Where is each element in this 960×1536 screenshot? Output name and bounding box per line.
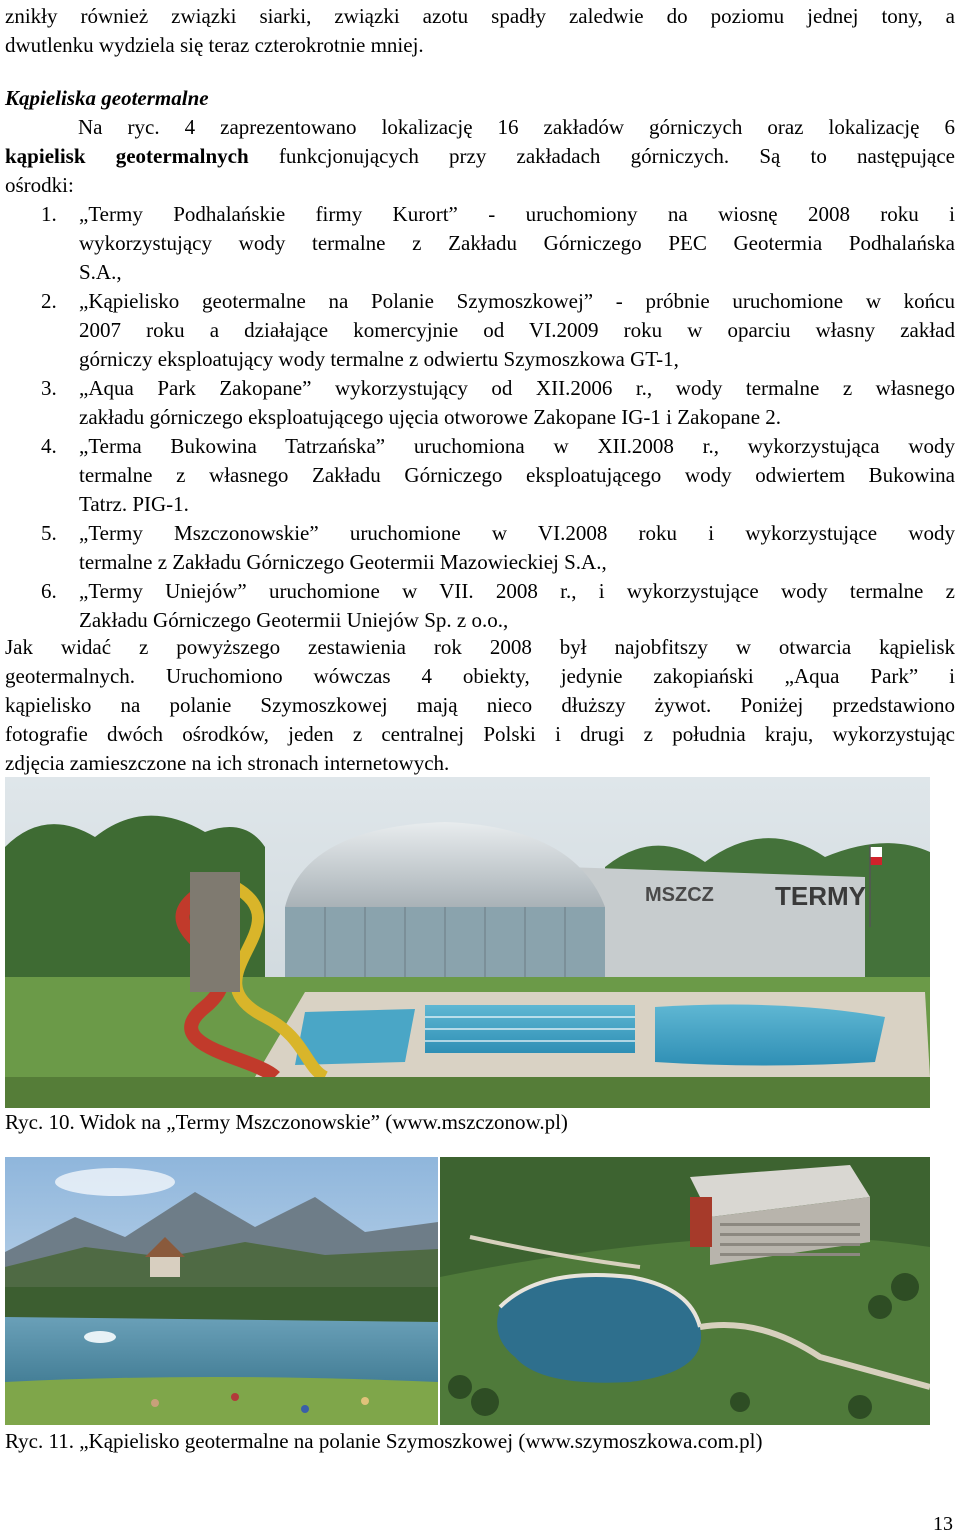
- list-number: 2.: [41, 289, 57, 313]
- bold-term: kąpielisk geotermalnych: [5, 144, 249, 168]
- list-line: 2007 roku a działające komercyjnie od VI.2009 roku w oparciu własny zakład: [79, 318, 955, 342]
- list-line: „Termy Podhalańskie firmy Kurort” - uruchomiony na wiosnę 2008 roku i: [79, 202, 955, 226]
- list-line: termalne z własnego Zakładu Górniczego eksploatującego wody odwiertem Bukowina: [79, 463, 955, 487]
- paragraph-line: dwutlenku wydziela się teraz czterokrotnie mniej.: [5, 33, 424, 57]
- list-line: „Termy Mszczonowskie” uruchomione w VI.2008 roku i wykorzystujące wody: [79, 521, 955, 545]
- summary-line: kąpielisko na polanie Szymoszkowej mają nieco dłuższy żywot. Poniżej przedstawiono: [5, 693, 955, 717]
- page-number: 13: [933, 1513, 953, 1535]
- list-number: 4.: [41, 434, 57, 458]
- intro-text: funkcjonujących przy zakładach górniczych. Są to następujące: [248, 144, 955, 168]
- intro-line: [5, 142, 955, 171]
- building-sign-mszcz: MSZCZ: [645, 884, 714, 906]
- list-item: [5, 432, 955, 519]
- facility-list: [5, 200, 955, 635]
- summary-line: zdjęcia zamieszczone na ich stronach internetowych.: [5, 751, 450, 775]
- list-line: „Terma Bukowina Tatrzańska” uruchomiona w XII.2008 r., wykorzystująca wody: [79, 434, 955, 458]
- intro-line: ośrodki:: [5, 173, 74, 197]
- intro-line: [78, 113, 955, 142]
- list-item: [5, 287, 955, 374]
- building-sign-termy: TERMY: [775, 881, 866, 911]
- paragraph-line: znikły również związki siarki, związki azotu spadły zaledwie do poziomu jednej tony, a: [5, 4, 955, 28]
- photo-termy-mszczonowskie: [5, 777, 930, 1108]
- list-line: Zakładu Górniczego Geotermii Uniejów Sp. z o.o.,: [79, 608, 509, 632]
- photo-szymoszkowa-lake: [5, 1157, 438, 1425]
- section-heading: Kąpieliska geotermalne: [5, 86, 209, 110]
- list-number: 1.: [41, 202, 57, 226]
- list-line: S.A.,: [79, 260, 122, 284]
- photo-szymoszkowa-aerial: [440, 1157, 930, 1425]
- list-line: „Kąpielisko geotermalne na Polanie Szymoszkowej” - próbnie uruchomione w końcu: [79, 289, 955, 313]
- list-line: wykorzystujący wody termalne z Zakładu Górniczego PEC Geotermia Podhalańska: [79, 231, 955, 255]
- list-line: „Aqua Park Zakopane” wykorzystujący od XII.2006 r., wody termalne z własnego: [79, 376, 955, 400]
- list-item: [5, 519, 955, 577]
- list-number: 5.: [41, 521, 57, 545]
- list-item: [5, 374, 955, 432]
- summary-line: Jak widać z powyższego zestawienia rok 2008 był najobfitszy w otwarcia kąpielisk: [5, 635, 955, 659]
- list-line: zakładu górniczego eksploatującego ujęcia otworowe Zakopane IG-1 i Zakopane 2.: [79, 405, 782, 429]
- figure-caption: Ryc. 11. „Kąpielisko geotermalne na polanie Szymoszkowej (www.szymoszkowa.com.pl): [5, 1429, 763, 1453]
- list-item: [5, 577, 955, 635]
- list-line: „Termy Uniejów” uruchomione w VII. 2008 r., i wykorzystujące wody termalne z: [79, 579, 955, 603]
- list-number: 3.: [41, 376, 57, 400]
- figure-caption: Ryc. 10. Widok na „Termy Mszczonowskie” (www.mszczonow.pl): [5, 1110, 568, 1134]
- summary-line: geotermalnych. Uruchomiono wówczas 4 obiekty, jedynie zakopiański „Aqua Park” i: [5, 664, 955, 688]
- list-item: [5, 200, 955, 287]
- intro-text: Na ryc. 4 zaprezentowano lokalizację 16 zakładów górniczych oraz lokalizację 6: [78, 115, 955, 139]
- list-line: górniczy eksploatujący wody termalne z odwiertu Szymoszkowa GT-1,: [79, 347, 679, 371]
- summary-line: fotografie dwóch ośrodków, jeden z centralnej Polski i drugi z południa kraju, wykorzystując: [5, 722, 955, 746]
- list-line: Tatrz. PIG-1.: [79, 492, 189, 516]
- list-number: 6.: [41, 579, 57, 603]
- list-line: termalne z Zakładu Górniczego Geotermii Mazowieckiej S.A.,: [79, 550, 607, 574]
